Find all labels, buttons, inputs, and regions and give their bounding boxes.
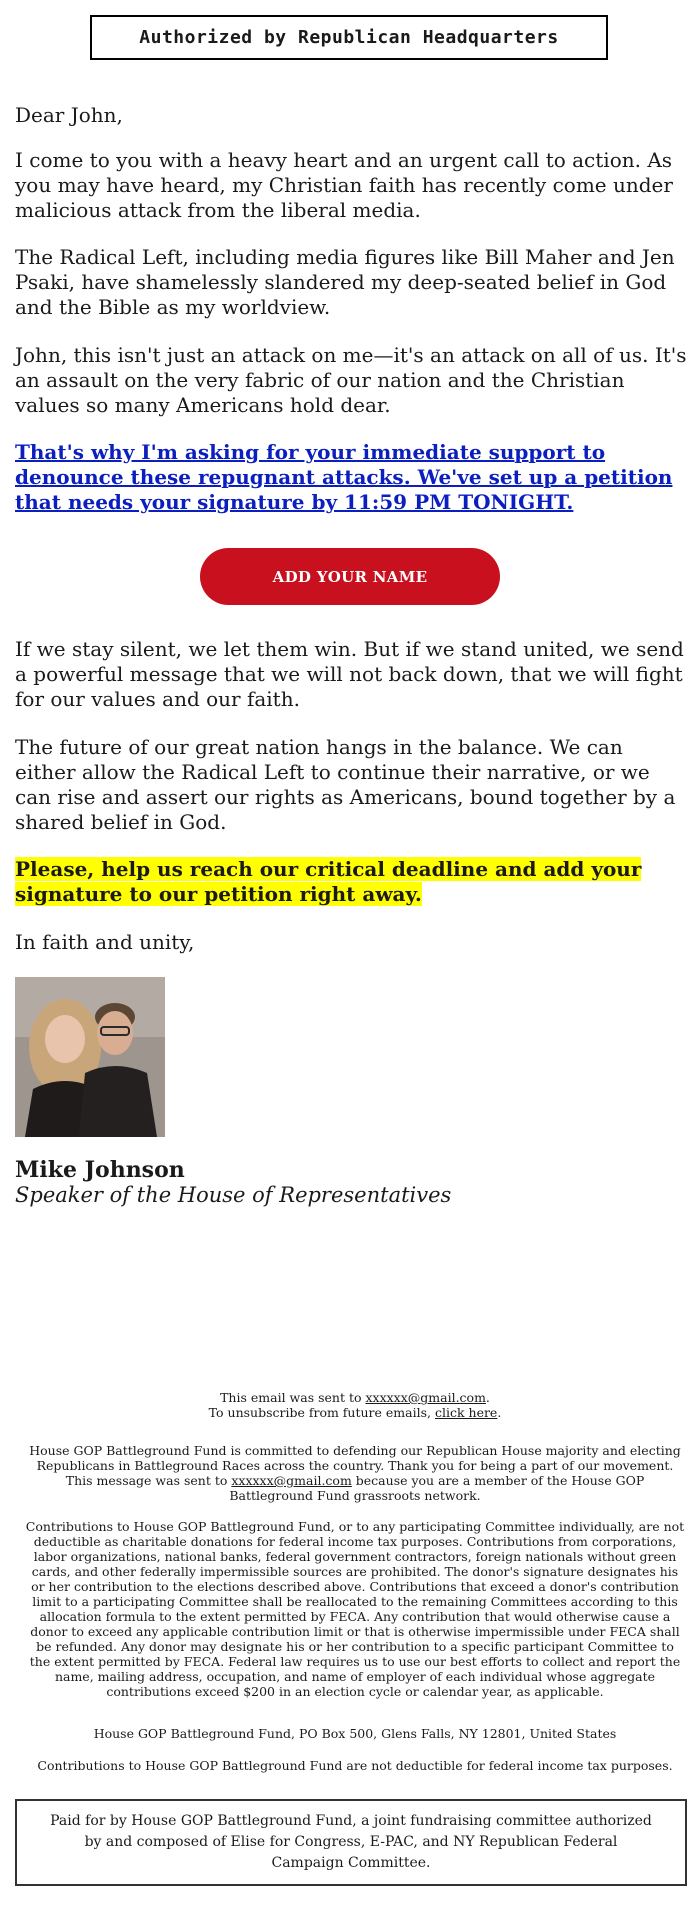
- paid-for-text: Paid for by House GOP Battleground Fund, a joint fundraising committee authorized by and composed of Elise for Congress, E-PAC, and NY Republican Federal Campaign Committee.: [50, 1813, 652, 1871]
- paid-for-box: [15, 1799, 687, 1886]
- recipient-email-link[interactable]: xxxxxx@gmail.com: [365, 1390, 486, 1405]
- letter-paragraph-1: I come to you with a heavy heart and an urgent call to action. As you may have heard, my Christian faith has recently come under malicious attack from the liberal media.: [15, 148, 673, 222]
- letter-paragraph-5: The future of our great nation hangs in the balance. We can either allow the Radical Left to continue their narrative, or we can rise and assert our rights as Americans, bound together by a shared belief in God.: [15, 735, 676, 834]
- footer-unsub-suffix: .: [497, 1405, 502, 1420]
- add-your-name-button[interactable]: [200, 548, 500, 605]
- signature-title: Speaker of the House of Representatives: [15, 1183, 452, 1207]
- greeting: Dear John,: [15, 103, 123, 127]
- footer-sent-prefix: This email was sent to: [220, 1390, 366, 1405]
- add-your-name-label: ADD YOUR NAME: [272, 567, 428, 586]
- letter-paragraph-2: The Radical Left, including media figures like Bill Maher and Jen Psaki, have shamelessly slandered my deep-seated belief in God and the Bible as my worldview.: [15, 245, 675, 319]
- footer-unsub-prefix: To unsubscribe from future emails,: [208, 1405, 435, 1420]
- highlighted-appeal-text: Please, help us reach our critical deadline and add your signature to our petition right away.: [15, 857, 642, 906]
- footer-about-2: because you are a member of the House GOP Battleground Fund grassroots network.: [229, 1473, 645, 1503]
- signature-photo: [15, 977, 165, 1137]
- authorized-banner: [90, 15, 608, 60]
- footer-sent-suffix: .: [485, 1390, 490, 1405]
- footer-about: [25, 1443, 685, 1503]
- footer-not-deductible: Contributions to House GOP Battleground Fund are not deductible for federal income tax purposes.: [37, 1758, 673, 1773]
- letter-paragraph-4: If we stay silent, we let them win. But if we stand united, we send a powerful message that we will not back down, that we will fight for our values and our faith.: [15, 637, 684, 711]
- about-email-link[interactable]: xxxxxx@gmail.com: [231, 1473, 352, 1488]
- unsubscribe-link[interactable]: click here: [434, 1405, 498, 1420]
- closing: In faith and unity,: [15, 930, 195, 954]
- authorized-text: Authorized by Republican Headquarters: [139, 27, 559, 48]
- footer-sent-to: [25, 1390, 685, 1420]
- footer-about-1: House GOP Battleground Fund is committed to defending our Republican House majority and electing Republicans in Battleground Races across the country. Thank you for being a part of our movement. This message was sent to: [29, 1443, 681, 1488]
- footer-contributions: Contributions to House GOP Battleground Fund, or to any participating Committee individually, are not deductible as charitable donations for federal income tax purposes. Contributions from corporations, labor organizations, national banks, federal government contractors, foreign nationals without green cards, and other federally impermissible sources are prohibited. The donor's signature designates his or her contribution to the elections described above. Contributions that exceed a donor's contribution limit to a participating Committee shall be reallocated to the remaining Committees according to this allocation formula to the extent permitted by FECA. Any contribution that would otherwise cause a donor to exceed any applicable contribution limit or that is otherwise impermissible under FECA shall be refunded. Any donor may designate his or her contribution to a specific participant Committee to the extent permitted by FECA. Federal law requires us to use our best efforts to collect and report the name, mailing address, occupation, and name of employer of each individual whose aggregate contributions exceed $200 in an election cycle or calendar year, as applicable.: [25, 1519, 685, 1699]
- signature-name: Mike Johnson: [15, 1157, 185, 1183]
- footer-address: House GOP Battleground Fund, PO Box 500, Glens Falls, NY 12801, United States: [93, 1726, 617, 1741]
- petition-link[interactable]: That's why I'm asking for your immediate support to denounce these repugnant attacks. We've set up a petition that needs your signature by 11:59 PM TONIGHT.: [15, 440, 673, 514]
- highlighted-appeal: [15, 857, 687, 907]
- letter-paragraph-3: John, this isn't just an attack on me—it's an attack on all of us. It's an assault on the very fabric of our nation and the Christian values so many Americans hold dear.: [15, 343, 687, 417]
